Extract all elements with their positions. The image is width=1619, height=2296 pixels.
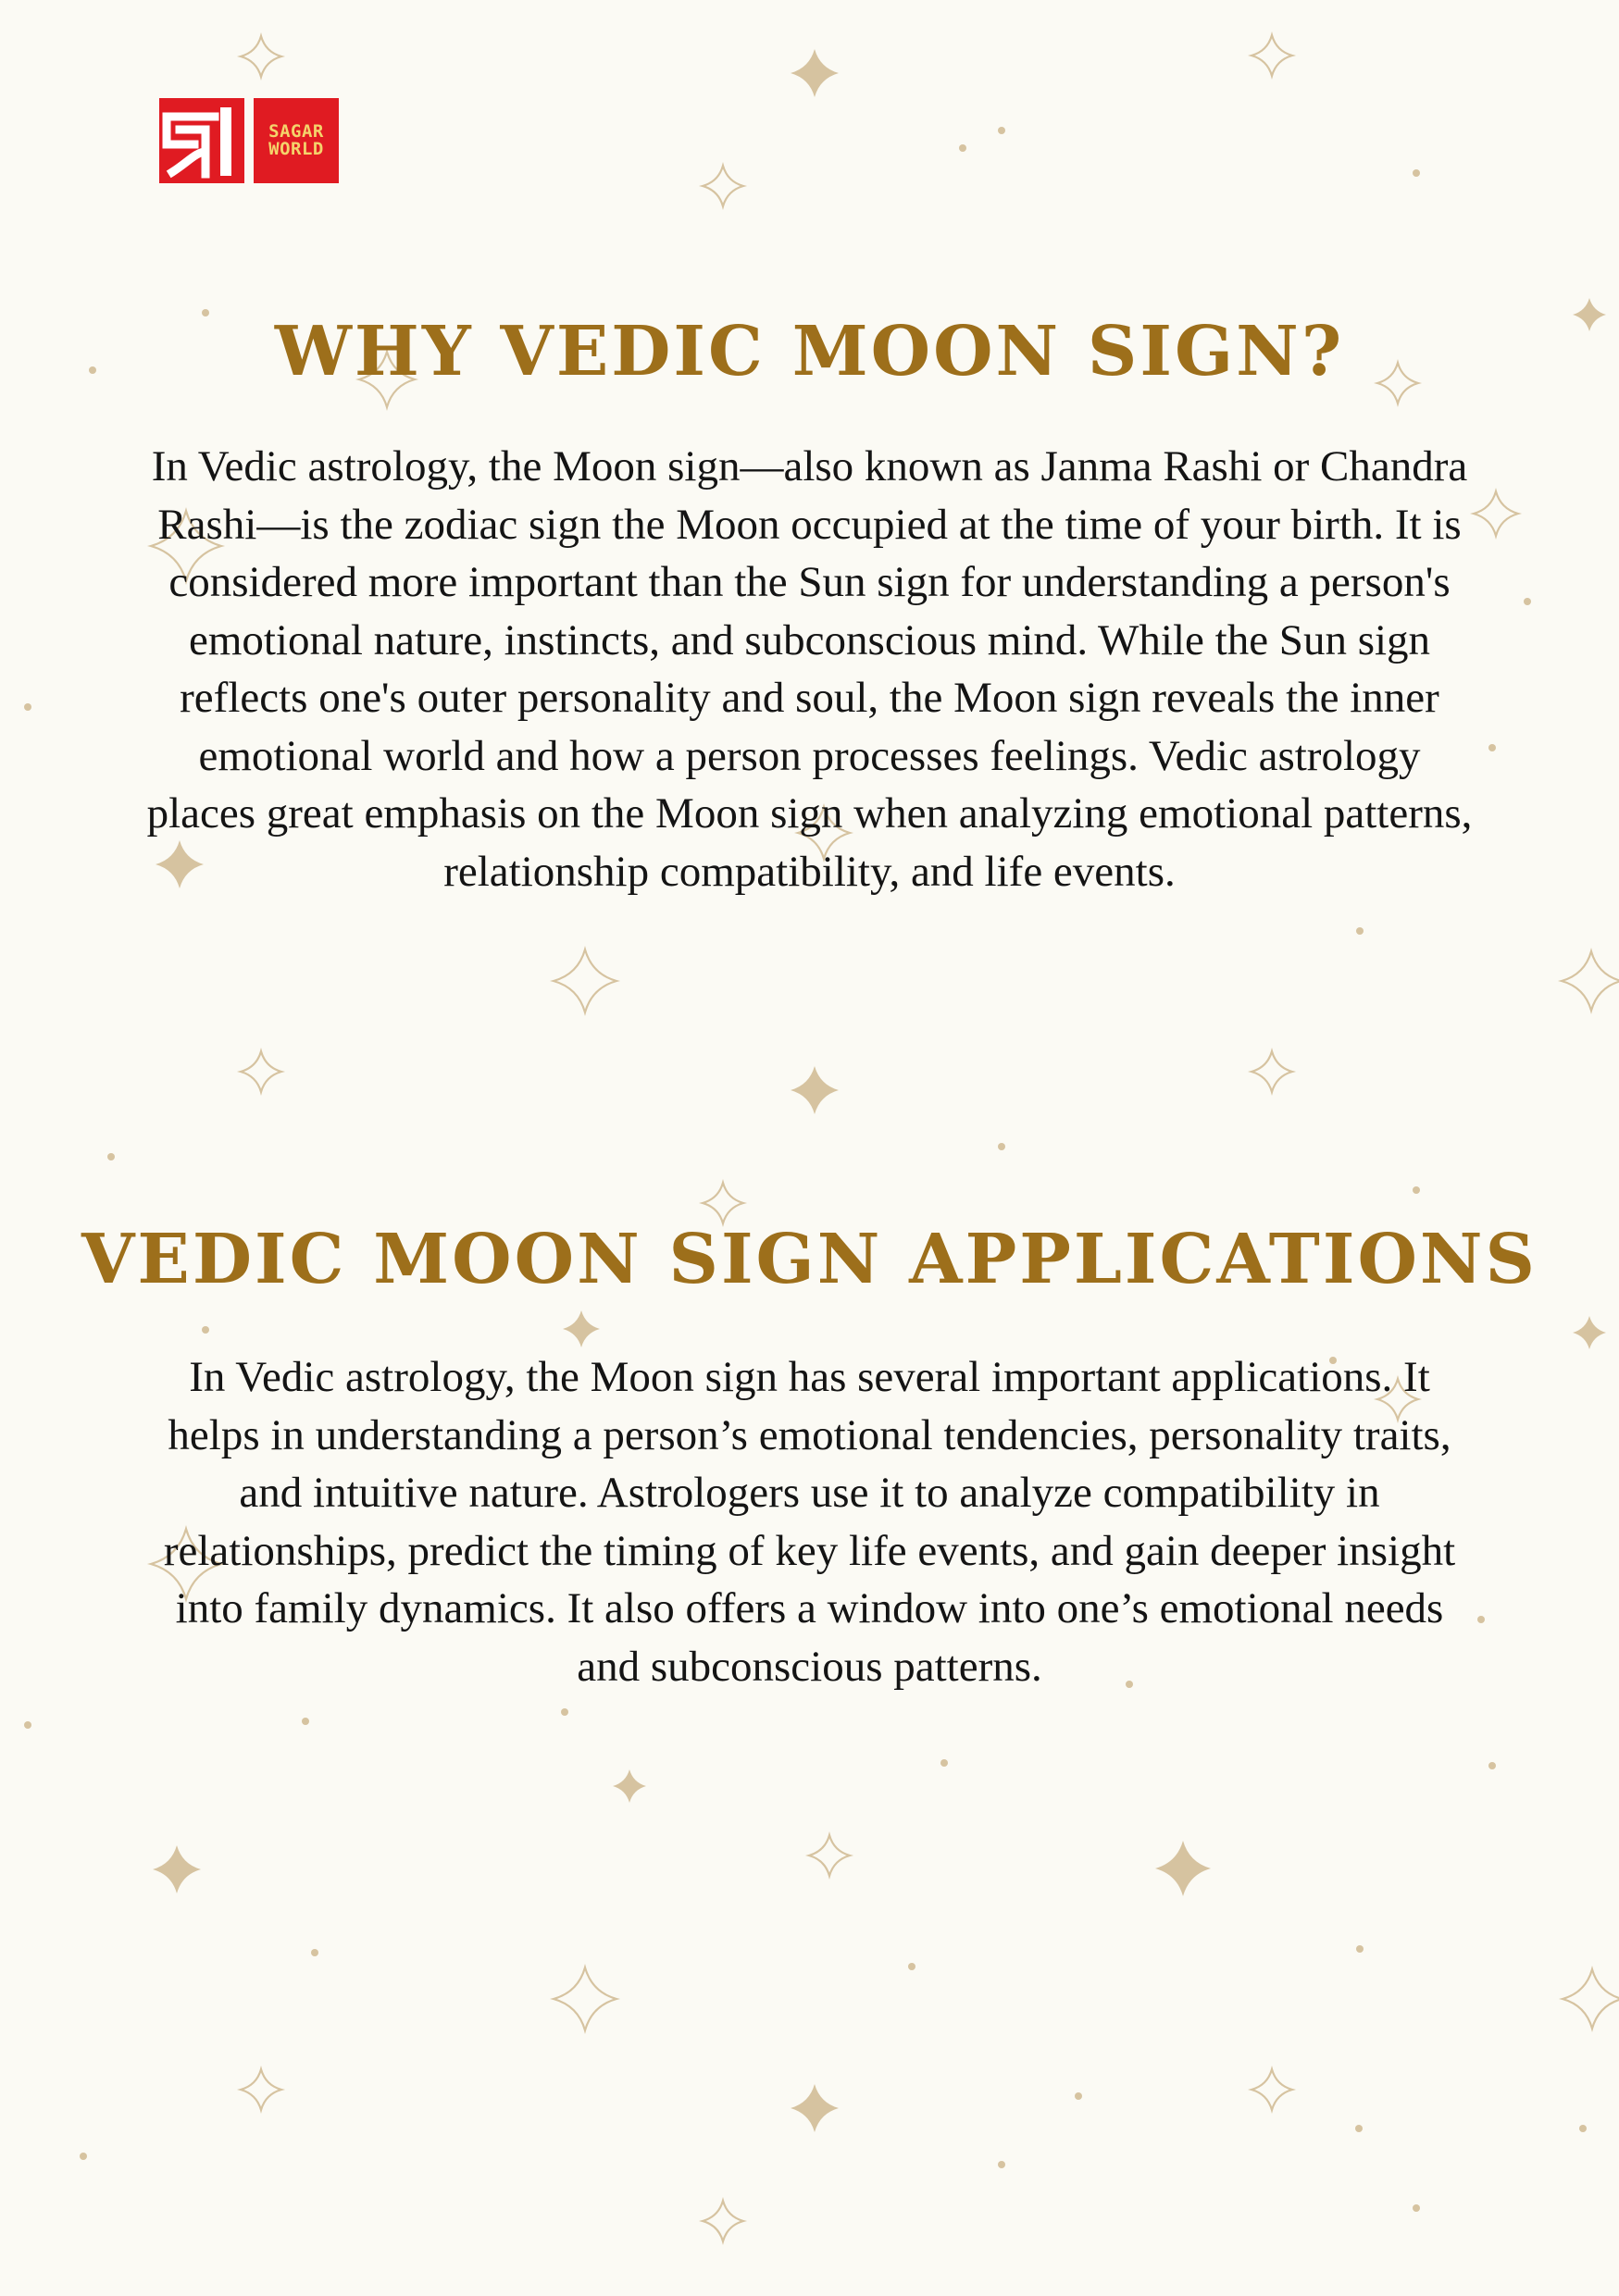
star-dot-icon	[24, 1721, 31, 1729]
star-dot-icon	[24, 703, 31, 711]
sparkle-star-icon	[1252, 2069, 1292, 2110]
sparkle-star-icon	[1573, 1316, 1606, 1349]
sparkle-star-icon	[703, 166, 743, 206]
section-heading-applications: VEDIC MOON SIGN APPLICATIONS	[81, 1220, 1538, 1299]
star-dot-icon	[1524, 598, 1531, 605]
star-dot-icon	[940, 1759, 948, 1767]
star-dot-icon	[998, 1143, 1005, 1150]
logo-word-line1: SAGAR	[268, 121, 324, 142]
logo-wordmark	[254, 98, 339, 183]
star-dot-icon	[1355, 2125, 1363, 2132]
sparkle-star-icon	[791, 1066, 839, 1114]
section-body-applications: In Vedic astrology, the Moon sign has several important applications. It helps in understanding a person’s emotional tendencies, personality traits, and intuitive nature. Astrologers use it to analyze compatibility in relationships, predict the timing of key life events, and gain deeper insight into family dynamics. It also offers a window into one’s emotional needs and subconscious patterns.	[163, 1353, 1456, 1691]
sparkle-star-icon	[1252, 1051, 1292, 1092]
logo-glyph-icon	[159, 98, 244, 183]
star-dot-icon	[908, 1963, 915, 1970]
star-dot-icon	[998, 2161, 1005, 2168]
star-dot-icon	[1413, 169, 1420, 177]
sparkle-star-icon	[613, 1769, 646, 1803]
sparkle-star-icon	[241, 36, 281, 77]
sparkle-star-icon	[1562, 951, 1619, 1011]
star-dot-icon	[1356, 1945, 1364, 1953]
star-dot-icon	[1413, 1186, 1420, 1194]
sparkle-star-icon	[791, 2084, 839, 2132]
star-dot-icon	[1413, 2204, 1420, 2212]
sparkle-star-icon	[554, 949, 616, 1012]
sparkle-star-icon	[563, 1310, 600, 1347]
logo-word-line2: WORLD	[268, 139, 324, 159]
star-dot-icon	[1488, 1762, 1496, 1769]
star-dot-icon	[1579, 2125, 1587, 2132]
sparkle-star-icon	[791, 49, 839, 97]
sparkle-star-icon	[554, 1967, 616, 2030]
section-body-why-moon-sign: In Vedic astrology, the Moon sign—also known as Janma Rashi or Chandra Rashi—is the zodiac sign the Moon occupied at the time of your birth. It is considered more important than the Sun sign for understanding a person's emotional nature, instincts, and subconscious mind. While the Sun sign reflects one's outer personality and soul, the Moon sign reveals the inner emotional world and how a person processes feelings. Vedic astrology places great emphasis on the Moon sign when analyzing emotional patterns, relationship compatibility, and life events.	[146, 442, 1473, 896]
logo-mark	[159, 98, 244, 183]
sparkle-star-icon	[1474, 491, 1518, 536]
sparkle-star-icon	[703, 2201, 743, 2241]
star-dot-icon	[302, 1718, 309, 1725]
star-dot-icon	[1356, 927, 1364, 935]
star-dot-icon	[1075, 2092, 1082, 2100]
brand-logo	[159, 98, 339, 183]
star-dot-icon	[311, 1949, 318, 1956]
sparkle-star-icon	[809, 1835, 850, 1876]
star-dot-icon	[998, 127, 1005, 134]
star-dot-icon	[561, 1708, 568, 1716]
sparkle-star-icon	[1563, 1969, 1619, 2029]
sparkle-star-icon	[1252, 35, 1292, 76]
star-dot-icon	[107, 1153, 115, 1160]
sparkle-star-icon	[241, 1051, 281, 1092]
sparkle-star-icon	[1155, 1841, 1211, 1896]
section-heading-why-moon-sign: WHY VEDIC MOON SIGN?	[274, 312, 1345, 391]
star-dot-icon	[959, 144, 966, 152]
star-dot-icon	[1488, 744, 1496, 751]
star-dot-icon	[80, 2153, 87, 2160]
sparkle-star-icon	[153, 1845, 201, 1893]
sparkle-star-icon	[241, 2069, 281, 2110]
star-dot-icon	[202, 1326, 209, 1334]
